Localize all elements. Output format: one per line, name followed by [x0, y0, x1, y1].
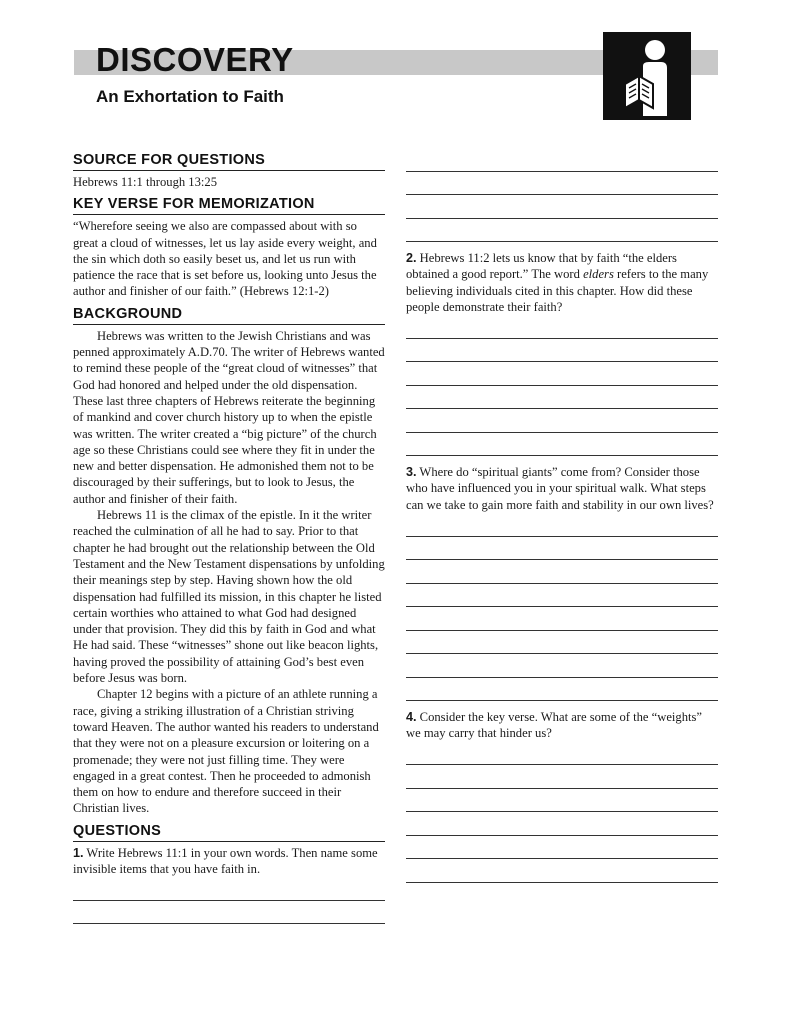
question-emphasis: elders — [583, 267, 614, 282]
page-subtitle: An Exhortation to Faith — [96, 87, 284, 106]
questions-heading: QUESTIONS — [73, 823, 385, 842]
answer-line[interactable] — [406, 148, 718, 172]
reading-person-icon — [603, 32, 691, 120]
answer-line[interactable] — [406, 537, 718, 561]
answer-line[interactable] — [73, 877, 385, 901]
answer-line[interactable] — [406, 339, 718, 363]
question-text: Write Hebrews 11:1 in your own words. Then name some invisible items that you have faith in. — [73, 845, 378, 876]
question-text: Where do “spiritual giants” come from? Consider those who have influenced you in your spiritual walk. What steps can we take to gain more faith and stability in our own lives? — [406, 465, 714, 512]
answer-line[interactable] — [406, 789, 718, 813]
page-title: DISCOVERY — [96, 41, 294, 78]
answer-line[interactable] — [406, 631, 718, 655]
right-column — [406, 148, 718, 883]
answer-line[interactable] — [406, 195, 718, 219]
question-1 — [73, 845, 385, 878]
source-heading: SOURCE FOR QUESTIONS — [73, 152, 385, 171]
question-text: Hebrews 11:2 lets us know that by faith “the elders obtained a good report.” The word — [406, 251, 677, 282]
question-text: Consider the key verse. What are some of the “weights” we may carry that hinder us? — [406, 710, 702, 741]
answer-line[interactable] — [406, 409, 718, 433]
left-column — [73, 152, 385, 924]
answer-line[interactable] — [406, 836, 718, 860]
background-heading: BACKGROUND — [73, 306, 385, 325]
answer-line[interactable] — [406, 607, 718, 631]
answer-line[interactable] — [406, 433, 718, 457]
answer-line[interactable] — [406, 362, 718, 386]
question-number: 1. — [73, 845, 84, 860]
question-text: refers to the many believing individuals cited in this chapter. How did these people demonstrate their faith? — [406, 267, 709, 314]
answer-line[interactable] — [406, 219, 718, 243]
key-verse-heading: KEY VERSE FOR MEMORIZATION — [73, 196, 385, 215]
source-text: Hebrews 11:1 through 13:25 — [73, 175, 217, 189]
question-4 — [406, 709, 718, 742]
answer-line[interactable] — [406, 584, 718, 608]
answer-line[interactable] — [406, 859, 718, 883]
answer-line[interactable] — [406, 654, 718, 678]
answer-line[interactable] — [406, 386, 718, 410]
background-paragraph: Chapter 12 begins with a picture of an athlete running a race, giving a striking illustration of a Christian striving toward Heaven. The author wanted his readers to understand that they were not on a pleasure excursion or loitering on a promenade; they were not just filling time. They were engaged in a great contest. Then he proceeded to admonish them on how to endure and therefore succeed in their Christian lives. — [73, 687, 379, 816]
background-paragraph: Hebrews 11 is the climax of the epistle. In it the writer reached the culmination of all he had to say. Prior to that chapter he had brought out the relationship between the Old Testament and the New Testament dispensations by unfolding their meanings step by step. Having shown how the old dispensation had fulfilled its mission, in this chapter he listed certain worthies who attained to what God had designed under that provision. They did this by faith in God and what He had said. These “witnesses” shone out like beacon lights, having proved the possibility of attaining God’s best even before Jesus was born. — [73, 508, 385, 686]
question-3 — [406, 464, 718, 513]
answer-line[interactable] — [406, 560, 718, 584]
background-paragraph: Hebrews was written to the Jewish Christians and was penned approximately A.D.70. The writer of Hebrews wanted to remind these people of the “great cloud of witnesses” that God had honored and helped under the old dispensation. These last three chapters of Hebrews reiterate the beginning of mankind and cover church history up to when the epistle was written. The writer created a “big picture” of the church age so these Christians could see where they fit in under the new and better dispensation. He admonished them not to be discouraged by their sufferings, but to look to Jesus, the author and finisher of their faith. — [73, 328, 385, 506]
question-number: 4. — [406, 710, 417, 725]
answer-line[interactable] — [406, 315, 718, 339]
question-2 — [406, 250, 718, 315]
question-number: 3. — [406, 465, 417, 480]
answer-line[interactable] — [406, 812, 718, 836]
key-verse-text: “Wherefore seeing we also are compassed about with so great a cloud of witnesses, let us lay aside every weight, and the sin which doth so easily beset us, and let us run with patience the race that is set before us, looking unto Jesus the author and finisher of our faith.” (Hebrews 12:1-2) — [73, 219, 377, 299]
answer-line[interactable] — [406, 742, 718, 766]
answer-line[interactable] — [406, 765, 718, 789]
answer-line[interactable] — [406, 513, 718, 537]
answer-line[interactable] — [73, 901, 385, 925]
answer-line[interactable] — [406, 678, 718, 702]
question-number: 2. — [406, 251, 417, 265]
answer-line[interactable] — [406, 172, 718, 196]
